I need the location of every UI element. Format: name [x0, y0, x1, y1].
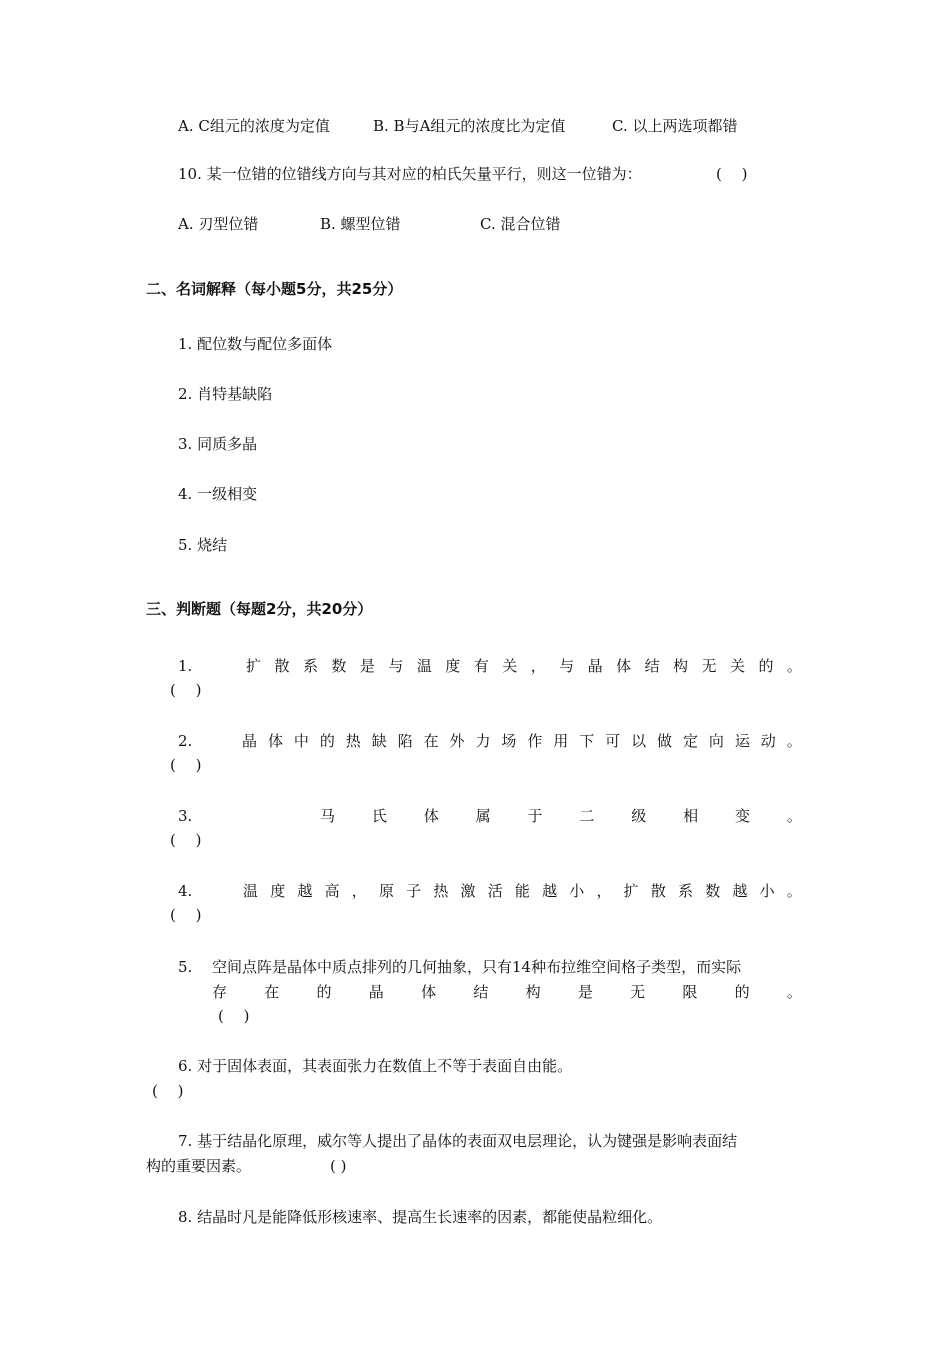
q10-option-c: C. 混合位错	[480, 215, 561, 233]
judge-q5-number: 5.	[178, 958, 193, 976]
judge-q1-text: 扩 散 系 数 是 与 温 度 有 关 ， 与 晶 体 结 构 无 关 的 。	[246, 657, 802, 675]
judge-q2-paren: ( )	[170, 756, 202, 774]
q10-stem: 10. 某一位错的位错线方向与其对应的柏氏矢量平行，则这一位错为：	[178, 165, 642, 183]
section3-title: 三、判断题（每题2分，共20分）	[146, 600, 373, 618]
judge-q8-text: 8. 结晶时凡是能降低形核速率、提高生长速率的因素，都能使晶粒细化。	[178, 1208, 663, 1226]
q10-answer-paren: ( )	[716, 165, 748, 183]
judge-q3-paren: ( )	[170, 831, 202, 849]
section2-item-3: 3. 同质多晶	[178, 435, 258, 453]
section2-item-2: 2. 肖特基缺陷	[178, 385, 273, 403]
judge-q4-paren: ( )	[170, 906, 202, 924]
section2-item-5: 5. 烧结	[178, 536, 228, 554]
judge-q1-number: 1.	[178, 657, 193, 675]
judge-q7-line2: 构的重要因素。	[146, 1157, 252, 1175]
judge-q5-paren: ( )	[218, 1007, 250, 1025]
judge-q4-text: 温 度 越 高 ， 原 子 热 激 活 能 越 小 ， 扩 散 系 数 越 小 。	[243, 882, 802, 900]
judge-q4-number: 4.	[178, 882, 193, 900]
judge-q7-paren: ( )	[330, 1157, 347, 1175]
judge-q5-line2: 存 在 的 晶 体 结 构 是 无 限 的 。	[212, 983, 802, 1001]
q9-option-b: B. B与A组元的浓度比为定值	[373, 117, 566, 135]
judge-q6-paren: ( )	[152, 1082, 184, 1100]
judge-q6-text: 6. 对于固体表面，其表面张力在数值上不等于表面自由能。	[178, 1057, 573, 1075]
judge-q2-number: 2.	[178, 732, 193, 750]
section2-item-4: 4. 一级相变	[178, 485, 258, 503]
q9-option-a: A. C组元的浓度为定值	[178, 117, 330, 135]
judge-q2-text: 晶 体 中 的 热 缺 陷 在 外 力 场 作 用 下 可 以 做 定 向 运 动 。	[242, 732, 802, 750]
judge-q3-text: 马 氏 体 属 于 二 级 相 变 。	[320, 807, 802, 825]
judge-q5-line1: 空间点阵是晶体中质点排列的几何抽象，只有14种布拉维空间格子类型，而实际	[212, 958, 742, 976]
section2-item-1: 1. 配位数与配位多面体	[178, 335, 333, 353]
section2-title: 二、名词解释（每小题5分，共25分）	[146, 280, 403, 298]
judge-q1-paren: ( )	[170, 681, 202, 699]
judge-q7-line1: 7. 基于结晶化原理，威尔等人提出了晶体的表面双电层理论，认为键强是影响表面结	[178, 1132, 738, 1150]
judge-q3-number: 3.	[178, 807, 193, 825]
q9-option-c: C. 以上两选项都错	[612, 117, 738, 135]
q10-option-b: B. 螺型位错	[320, 215, 401, 233]
q10-option-a: A. 刃型位错	[178, 215, 259, 233]
